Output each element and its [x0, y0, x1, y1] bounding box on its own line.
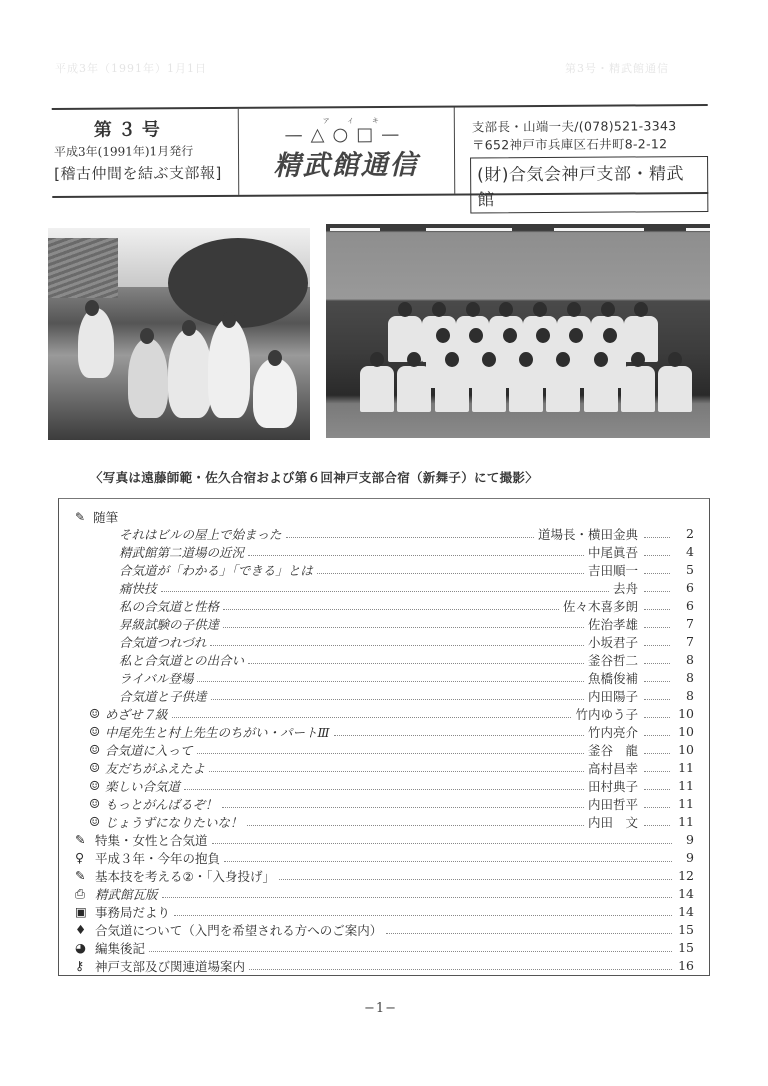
- ghost-header-left: 平成3年（1991年）1月1日: [55, 62, 207, 75]
- toc-item-author: 竹内ゆう子: [575, 706, 638, 722]
- photo-head: [182, 320, 196, 336]
- toc-item[interactable]: [119, 650, 694, 669]
- photo-head: [222, 312, 236, 328]
- toc-item-page: 7: [686, 616, 694, 631]
- toc-item-page: 9: [686, 850, 694, 865]
- toc-item-page: 10: [678, 742, 694, 757]
- toc-item[interactable]: [119, 614, 694, 633]
- toc-item-author: 小坂君子: [587, 634, 638, 650]
- toc-item-page: 7: [686, 634, 694, 649]
- toc-item[interactable]: [89, 776, 694, 795]
- toc-item[interactable]: [75, 830, 694, 849]
- toc-item[interactable]: [119, 632, 694, 651]
- toc-item-page: 8: [686, 688, 694, 703]
- photo-person: [128, 338, 168, 418]
- toc-item-title: 合気道が「わかる」「できる」とは: [119, 562, 313, 578]
- ceiling-light: [426, 228, 512, 231]
- contact-phone: 支部長・山端一夫/(078)521-3343: [471, 118, 677, 135]
- toc-item-title: 合気道に入って: [105, 742, 193, 758]
- pencil-icon: ✎: [75, 832, 86, 847]
- contact-address: 〒652神戸市兵庫区石井町8-2-12: [471, 136, 668, 153]
- ceiling-light: [686, 228, 710, 231]
- ceiling-light: [554, 228, 644, 231]
- toc-item-author: 佐々木喜多朗: [562, 598, 638, 614]
- toc-item-page: 15: [678, 922, 694, 937]
- toc-item-title: 特集・女性と合気道: [95, 832, 208, 848]
- photo-tree: [168, 238, 308, 328]
- front-row: [360, 366, 692, 412]
- toc-item-page: 11: [678, 760, 694, 775]
- photo-caption: 〈写真は遠藤師範・佐久合宿および第６回神戸支部合宿（新舞子）にて撮影〉: [90, 470, 539, 485]
- toc-item-page: 12: [678, 868, 694, 883]
- newsletter-title: 精武館通信: [273, 149, 419, 182]
- toc-item-author: 高村昌幸: [587, 760, 638, 776]
- group-photo-saku: [48, 228, 310, 440]
- toc-item-page: 14: [678, 904, 694, 919]
- photo-head: [140, 328, 154, 344]
- ghost-header-right: 第3号・精武館通信: [565, 62, 669, 75]
- photo-person: [168, 328, 212, 418]
- photo-person: [208, 318, 250, 418]
- toc-item[interactable]: [89, 704, 694, 723]
- toc-item-page: 8: [686, 670, 694, 685]
- smiley-icon: ☺: [89, 796, 101, 811]
- toc-item-title: それはビルの屋上で始まった: [119, 526, 282, 542]
- toc-item-title: 編集後記: [95, 940, 146, 956]
- toc-item[interactable]: [89, 794, 694, 813]
- toc-item[interactable]: [75, 866, 694, 885]
- photo-head: [85, 300, 99, 316]
- toc-item-title: めざせ７級: [105, 706, 168, 722]
- table-of-contents: [58, 498, 710, 976]
- cup-icon: ◕: [75, 940, 86, 955]
- toc-item-title: 平成３年・今年の抱負: [95, 850, 221, 866]
- toc-item-page: 8: [686, 652, 694, 667]
- toc-item-author: 田村典子: [587, 778, 638, 794]
- toc-item[interactable]: [119, 560, 694, 579]
- toc-item-author: 道場長・横田金典: [537, 526, 638, 542]
- toc-item-title: 合気道と子供達: [119, 688, 207, 704]
- toc-item[interactable]: [75, 956, 694, 975]
- toc-item-title: 基本技を考える②・「入身投げ」: [95, 868, 275, 884]
- toc-item[interactable]: [75, 902, 694, 921]
- toc-item-author: 釜谷哲二: [587, 652, 638, 668]
- bottle-icon: ♦: [75, 922, 87, 937]
- organization-name: (財)合気会神戸支部・精武館: [470, 156, 708, 213]
- photo-roof: [48, 238, 118, 298]
- toc-item-title: 事務局だより: [95, 904, 171, 920]
- toc-item-author: 竹内亮介: [587, 724, 638, 740]
- title-ruby: アイキ: [322, 116, 398, 126]
- toc-item-page: 14: [678, 886, 694, 901]
- toc-item[interactable]: [119, 686, 694, 705]
- issue-date: 平成3年(1991年)1月発行: [53, 144, 194, 159]
- toc-item-author: 佐治孝雄: [587, 616, 638, 632]
- toc-item[interactable]: [89, 758, 694, 777]
- section-label: 随筆: [93, 509, 119, 525]
- printer-icon: ⎙: [75, 885, 86, 901]
- photo-head: [268, 350, 282, 366]
- toc-item[interactable]: [89, 740, 694, 759]
- toc-item-page: 2: [686, 526, 694, 541]
- toc-item-author: 内田 文: [587, 814, 638, 830]
- toc-item-author: 魚橋俊補: [587, 670, 638, 686]
- toc-item[interactable]: [119, 524, 694, 543]
- calendar-icon: ▣: [75, 904, 87, 919]
- toc-item-author: 去舟: [612, 580, 638, 596]
- toc-item-title: 楽しい合気道: [105, 778, 181, 794]
- smiley-icon: ☺: [89, 814, 101, 829]
- toc-item-title: 合気道つれづれ: [119, 634, 207, 650]
- toc-item-title: 私と合気道との出合い: [119, 652, 245, 668]
- smiley-icon: ☺: [89, 724, 101, 739]
- page-number: −1−: [364, 1001, 398, 1016]
- toc-item-title: 精武館第二道場の近況: [119, 544, 245, 560]
- group-photo-dojo: [326, 224, 710, 438]
- issue-tagline: [稽古仲間を結ぶ支部報]: [54, 163, 222, 183]
- toc-item-title: 精武館瓦版: [95, 886, 158, 902]
- toc-item[interactable]: [75, 920, 694, 939]
- toc-item-page: 5: [686, 562, 694, 577]
- ceiling-light: [330, 228, 380, 231]
- toc-item-page: 10: [678, 706, 694, 721]
- pencil-icon: ✎: [75, 509, 86, 524]
- toc-item-page: 10: [678, 724, 694, 739]
- toc-item-author: 吉田順一: [587, 562, 638, 578]
- toc-item-title: 私の合気道と性格: [119, 598, 220, 614]
- toc-item-page: 16: [678, 958, 694, 973]
- toc-item[interactable]: [89, 812, 694, 831]
- toc-item-title: 合気道について（入門を希望される方へのご案内）: [95, 922, 383, 938]
- toc-item-title: 痛快技: [119, 580, 157, 596]
- title-symbols: —△○□—: [284, 123, 408, 146]
- toc-item-title: 友だちがふえたよ: [105, 760, 206, 776]
- pencil-icon: ✎: [75, 868, 86, 883]
- contact-block: [454, 106, 709, 211]
- toc-item-page: 9: [686, 832, 694, 847]
- key-icon: ⚷: [75, 958, 85, 973]
- toc-item-page: 11: [678, 778, 694, 793]
- photo-person: [78, 308, 114, 378]
- toc-item[interactable]: [75, 938, 694, 957]
- toc-item[interactable]: [119, 596, 694, 615]
- issue-number: 第３号: [93, 119, 166, 141]
- toc-item[interactable]: [119, 668, 694, 687]
- smiley-icon: ☺: [89, 742, 101, 757]
- toc-item[interactable]: [75, 884, 694, 903]
- toc-item-title: 中尾先生と村上先生のちがい・パートⅢ: [105, 724, 330, 740]
- toc-item-title: 昇級試験の子供達: [119, 616, 220, 632]
- toc-item-author: 中尾眞吾: [587, 544, 638, 560]
- toc-item-title: もっとがんばるぞ！: [105, 796, 218, 812]
- lightbulb-icon: ♀: [75, 850, 85, 865]
- issue-block: [52, 109, 240, 196]
- toc-item-page: 11: [678, 796, 694, 811]
- toc-item-title: 神戸支部及び関連道場案内: [95, 958, 246, 974]
- title-block: [238, 108, 456, 195]
- toc-item-author: 内田陽子: [587, 688, 638, 704]
- toc-item[interactable]: [119, 578, 694, 597]
- toc-item-title: ライバル登場: [119, 670, 194, 686]
- toc-item[interactable]: [75, 848, 694, 867]
- smiley-icon: ☺: [89, 706, 101, 721]
- toc-item-author: 内田哲平: [587, 796, 638, 812]
- smiley-icon: ☺: [89, 778, 101, 793]
- toc-item-page: 11: [678, 814, 694, 829]
- toc-item-title: じょうずになりたいな！: [105, 814, 243, 830]
- photo-person: [253, 358, 297, 428]
- toc-item-page: 6: [686, 598, 694, 613]
- toc-item[interactable]: [119, 542, 694, 561]
- toc-item-page: 15: [678, 940, 694, 955]
- masthead: [52, 104, 709, 211]
- toc-item[interactable]: [89, 722, 694, 741]
- toc-item-page: 4: [686, 544, 694, 559]
- toc-item-page: 6: [686, 580, 694, 595]
- smiley-icon: ☺: [89, 760, 101, 775]
- toc-item-author: 釜谷 龍: [587, 742, 638, 758]
